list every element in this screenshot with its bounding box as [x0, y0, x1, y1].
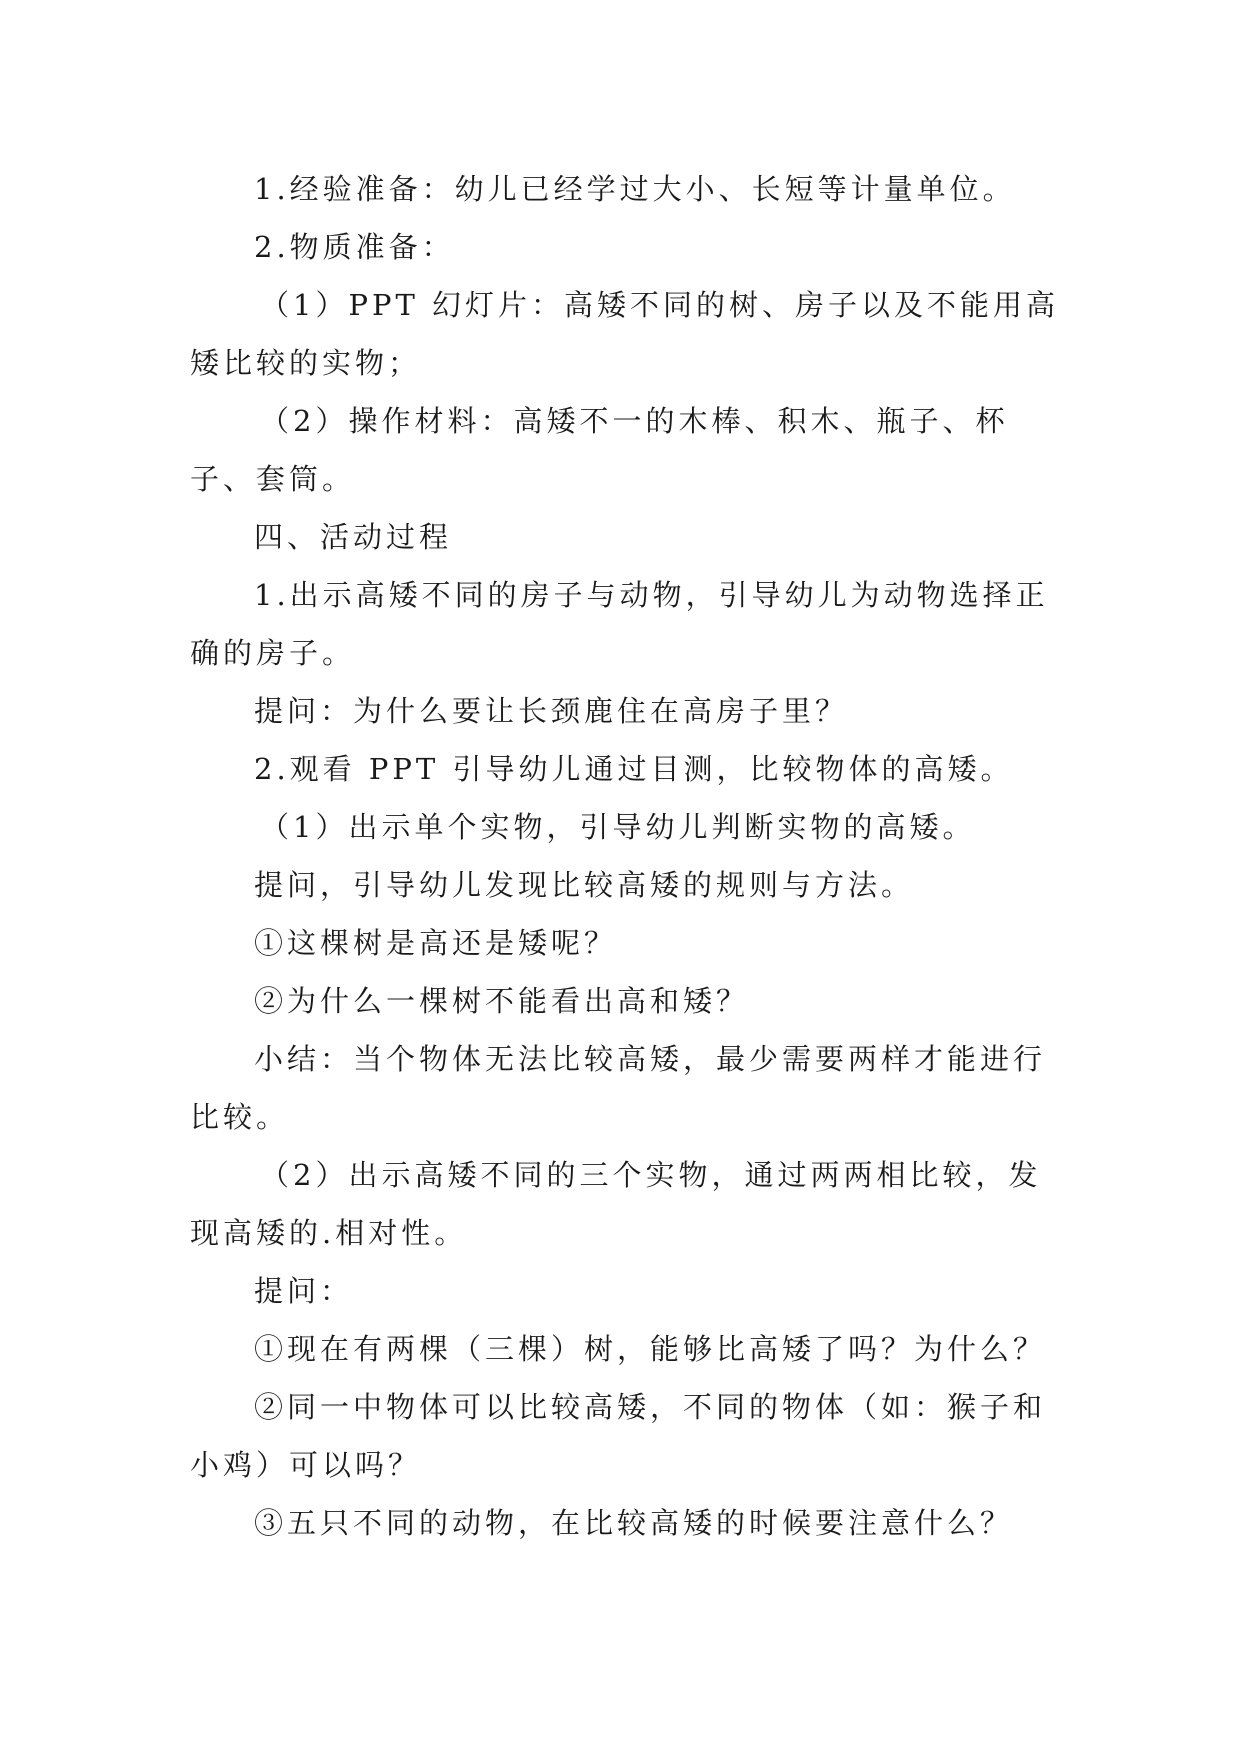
list-item-question-five-animals: ③五只不同的动物，在比较高矮的时候要注意什么？	[254, 1506, 1014, 1540]
paragraph-ppt-slides: （1）PPT 幻灯片：高矮不同的树、房子以及不能用高矮比较的实物；	[190, 288, 1060, 380]
paragraph-material-prep: 2.物质准备：	[254, 230, 455, 264]
paragraph-summary: 小结：当个物体无法比较高矮，最少需要两样才能进行比较。	[190, 1042, 1047, 1134]
list-item-question-two-trees: ①现在有两棵（三棵）树，能够比高矮了吗？为什么？	[254, 1332, 1047, 1366]
paragraph-step-1: 1.出示高矮不同的房子与动物，引导幼儿为动物选择正确的房子。	[190, 578, 1049, 670]
paragraph-step-2: 2.观看 PPT 引导幼儿通过目测，比较物体的高矮。	[254, 752, 1014, 786]
paragraph-question-giraffe: 提问：为什么要让长颈鹿住在高房子里？	[254, 694, 849, 728]
list-item-question-different-objects: ②同一中物体可以比较高矮，不同的物体（如：猴子和小鸡）可以吗？	[190, 1390, 1047, 1482]
list-item-question-tree: ①这棵树是高还是矮呢？	[254, 926, 618, 960]
section-heading-activity-process: 四、活动过程	[254, 520, 453, 554]
paragraph-operation-materials: （2）操作材料：高矮不一的木棒、积木、瓶子、杯子、套筒。	[190, 404, 1009, 496]
document-body	[190, 160, 1070, 1552]
paragraph-three-objects: （2）出示高矮不同的三个实物，通过两两相比较，发现高矮的.相对性。	[190, 1158, 1042, 1250]
paragraph-single-object: （1）出示单个实物，引导幼儿判断实物的高矮。	[260, 810, 976, 844]
paragraph-question-label: 提问：	[254, 1274, 354, 1308]
paragraph-question-rules: 提问，引导幼儿发现比较高矮的规则与方法。	[254, 868, 915, 902]
paragraph-experience-prep: 1.经验准备：幼儿已经学过大小、长短等计量单位。	[254, 172, 1016, 206]
list-item-question-one-tree: ②为什么一棵树不能看出高和矮？	[254, 984, 750, 1018]
